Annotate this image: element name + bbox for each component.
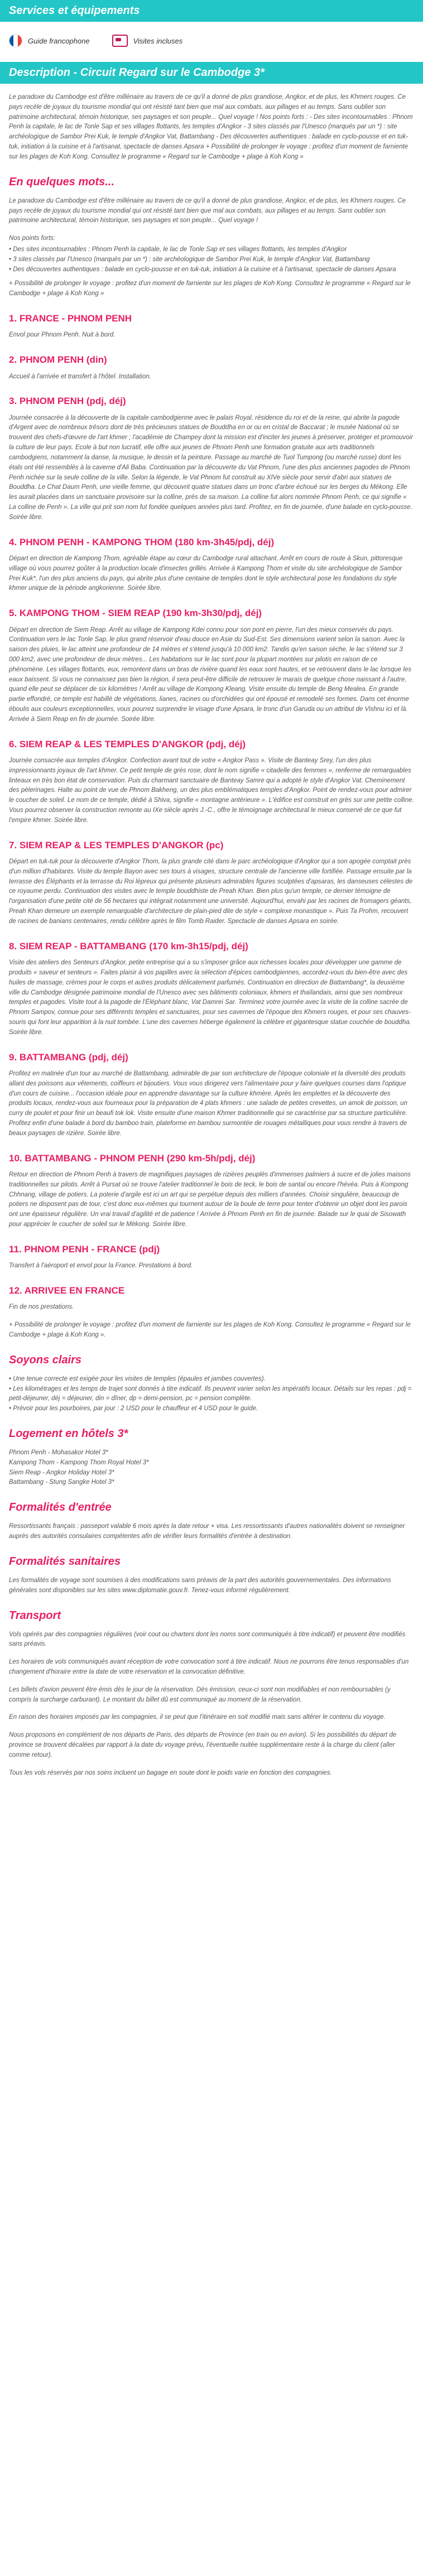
day-title: 2. PHNOM PENH (din)	[9, 354, 107, 366]
french-flag-icon	[9, 34, 22, 47]
transport-title: Transport	[9, 1609, 61, 1622]
day-title: 6. SIEM REAP & LES TEMPLES D'ANGKOR (pdj, déj)	[9, 738, 246, 749]
day-text: Envol pour Phnom Penh. Nuit à bord.	[9, 331, 116, 339]
day-text: Fin de nos prestations.	[9, 1304, 74, 1311]
clair-item: • Les kilométrages et les temps de trajet sont donnés à titre indicatif. Ils peuvent varier selon les impératifs locaux. Détails sur les repas : pdj = petit-déjeuner, déj = déjeuner, din = dîner, dp = demi-pension, pc = pension complète.	[9, 1385, 412, 1402]
clair-item: • Une tenue correcte est exigée pour les visites de temples (épaules et jambes couvertes).	[9, 1375, 266, 1382]
logement-title: Logement en hôtels 3*	[9, 1428, 128, 1440]
day-title: 8. SIEM REAP - BATTAMBANG (170 km-3h15/pdj, déj)	[9, 940, 248, 951]
clair-item: • Prévoir pour les pourboires, par jour : 2 USD pour le chauffeur et 4 USD pour le guide.	[9, 1405, 258, 1412]
formalites-text: Ressortissants français : passeport valable 6 mois après la date retour + visa. Les ressortissants d'autres nationalités doivent se renseigner auprès des autorités consulaires compétentes afin de vérifier leurs formalités d'entrée à destination.	[9, 1523, 405, 1540]
description-intro: Le paradoxe du Cambodge est d'être millénaire au travers de ce qu'il a donné de plus grandiose, Angkor, et de plus, les Khmers rouges. Ce pays recèle de joyaux du tourisme mondial qui ont résisté tant bien que mal aux combats, aux pillages et au temps. Sans oublier son patrimoine architectural, témoin historique, ses paysages et son peuple... Quel voyage ! Nos points forts : - Des sites incontournables : Phnom Penh la capitale, le lac de Tonle Sap et ses villages flottants, les temples d'Angkor - 3 sites classés par l'Unesco (marqués par un *) : site archéologique de Sambor Prei Kuk, le temple d'Angkor Vat, Battambang - Des découvertes authentiques : balade en cyclo-pousse et en tuk-tuk, initiation à la cuisine et à l'artisanat, spectacle de danses Apsara + Possibilité de prolonger le voyage : profitez d'un moment de farniente sur les plages de Koh Kong. Consultez le programme « Regard sur le Cambodge + plage à Koh Kong »	[9, 94, 413, 160]
day-title: 9. BATTAMBANG (pdj, déj)	[9, 1051, 128, 1063]
day-text: Visite des ateliers des Senteurs d'Angkor, petite entreprise qui a su s'imposer grâce aux richesses locales pour développer une gamme de produits « saveur et senteurs ». Faites plaisir à vos papilles avec la sélection d'épices cambodgiennes, accordez-vous du bien-être avec des huiles de massage, crèmes pour le corps et autres produits délicatement parfumés. Continuation en direction de Battambang*, la deuxième ville du Cambodge désignée patrimoine mondial de l'Unesco avec ses bâtiments coloniaux, khmers et thaïlandais, ainsi que ses nombreux temples et pagodes. Visite tout à la pagode de l'Éléphant blanc, Vat Damrei Sar. Terminez votre journée avec la visite de la colline sacrée de Phnom Sampov, connue pour ses différents temples et sanctuaires, pour ses cavernes de l'époque des Khmers rouges, et pour ses chauves-souris qui font leur apparition à la nuit tombée. L'une des cavernes héberge également la célèbre et gigantesque statue couchée de bouddha. Soirée libre.	[9, 959, 411, 1036]
description-content	[0, 93, 423, 1799]
point-item: • Des découvertes authentiques : balade en cyclo-pousse et en tuk-tuk, initiation à la cuisine et à l'artisanat, spectacle de danses Apsara	[9, 266, 396, 273]
transport-paragraph: Nous proposons en complément de nos départs de Paris, des départs de Province (en train ou en avion). Si les possibilités du départ de province se trouvent décalées par rapport à la date du voyage prévu, l'éventuelle nuitée supplémentaire reste à la charge du client (aller comme retour).	[9, 1732, 397, 1758]
day-text: Journée consacrée à la découverte de la capitale cambodgienne avec le palais Royal, résidence du roi et de la reine, qui abrite la pagode d'Argent avec de nombreux trésors dont de très précieuses statues de Bouddha en or ou en cristal de Baccarat ; le musée National où se trouvent des chefs-d'œuvre de l'art khmer ; l'académie de Champey dont la mission est d'inciter les jeunes à préserver, protéger et promouvoir la culture de leur pays. Ecole à but non lucratif, elle offre aux jeunes de Phnom Penh une formation gratuite aux arts traditionnels cambodgiens, notamment la danse, la musique, le dessin et la peinture. Passage au marché de Tuol Tumpong (ou marché russe) dont les étals ont été ressemblés à la caverne d'Ali Baba. Continuation par la découverte du Vat Phnom, l'une des plus anciennes pagodes de Phnom Penh nichée sur la seule colline de la ville. Selon la légende, le Vat Phnom fut construit au XIVe siècle pour servir d'abri aux statues de Bouddha. Le Chat Daum Penh, une vieille femme, qui découvrit quatre statues dans un tronc d'arbre échoué sur les berges du Mékong. Elle les aurait placées dans un sanctuaire provisoire sur la colline, près de sa maison. La colline fut alors nommée Phnom Penh, ce qui signifie « La colline de Penh ». La ville qui prit son nom fut fondée quelques années plus tard. Profitez, en fin de journée, d'une balade en cyclo-pousse. Soirée libre.	[9, 414, 414, 521]
day-title: 10. BATTAMBANG - PHNOM PENH (290 km-5h/pdj, déj)	[9, 1152, 256, 1164]
point-item: • Des sites incontournables : Phnom Penh la capitale, le lac de Tonle Sap et ses villages flottants, les temples d'Angkor	[9, 246, 347, 253]
transport-paragraph: Tous les vols réservés par nos soins incluent un bagage en soute dont le poids varie en fonction des compagnies.	[9, 1769, 332, 1776]
extension-note: + Possibilité de prolonger le voyage : profitez d'un moment de farniente sur les plages de Koh Kong. Consultez le programme « Regard sur le Cambodge + plage à Koh Kong »	[9, 280, 411, 297]
transport-paragraph: En raison des horaires imposés par les compagnies, il se peut que l'itinéraire en soit modifié mais sans altérer le contenu du voyage.	[9, 1714, 386, 1721]
visa-icon	[112, 35, 128, 47]
extension-note-bottom: + Possibilité de prolonger le voyage : profitez d'un moment de farniente sur les plages de Koh Kong. Consultez le programme « Regard sur le Cambodge + plage à Koh Kong ».	[9, 1321, 411, 1338]
hotel-item: Battambang - Stung Sangke Hotel 3*	[9, 1479, 114, 1486]
day-title: 5. KAMPONG THOM - SIEM REAP (190 km-3h30/pdj, déj)	[9, 608, 262, 619]
day-text: Profitez en matinée d'un tour au marché de Battambang, admirable de par son architecture de l'époque coloniale et la diversité des produits allant des poissons aux vêtements, coiffeurs et bijoutiers. Vous vous dirigerez vers l'alimentaire pour y faire quelques courses dans l'optique d'un cours de cuisine... l'occasion idéale pour en apprendre davantage sur la culture khmère. Après les emplettes et la découverte des produits locaux, rendez-vous aux fourneaux pour la préparation de 4 plats khmers : une salade de petites crevettes, un amok de poisson, un curry de poulet et pour finir un beaufi tok lok. Visite ensuite d'une maison Khmer traditionnelle qui se caractérise par sa structure particulière. Profitez enfin d'une balade à bord du bamboo train, plateforme en bambou surmontée de rouages métalliques pour vous rendre à travers de beaux paysages de rizière. Soirée libre.	[9, 1070, 408, 1137]
service-guide	[9, 34, 90, 47]
day-text: Transfert à l'aéroport et envol pour la France. Prestations à bord.	[9, 1262, 193, 1270]
quelques-mots-title: En quelques mots...	[9, 175, 114, 188]
day-title: 1. FRANCE - PHNOM PENH	[9, 313, 132, 324]
points-title: Nos points forts:	[9, 235, 56, 242]
day-title: 11. PHNOM PENH - FRANCE (pdj)	[9, 1243, 160, 1255]
sanitaires-text: Les formalités de voyage sont soumises à des modifications sans préavis de la part des autorités gouvernementales. Des informations générales sont disponibles sur les sites www.diplomatie.gouv.fr. Tenez-vous informé régulièrement.	[9, 1577, 391, 1594]
day-text: Départ en direction de Siem Reap. Arrêt au village de Kampong Kdei connu pour son pont en pierre, l'un des mieux conservés du pays. Continuation vers le lac Tonle Sap, le plus grand réservoir d'eau douce en Asie du Sud-Est. Ses dimensions varient selon la saison. Avec la saison des pluies, le lac atteint une profondeur de 14 mètres et s'étend jusqu'à 10 000 km2. Tandis qu'en saison sèche, le lac s'étend sur 3 000 km2, avec une profondeur de deux mètres... Les habitations sur le lac sont pour la plupart montées sur pilotis en raison de ce phénomène. Les villages flottants, eux, remontent dans un bras de rivière quand les eaux sont hautes, et se retrouvent dans le lac lorsque les eaux baissent. Si vous ne connaissez pas bien la région, il sera peut-être difficile de retrouver le marais de quelque chose naissant à l'autre, quand elle peut se déplacer de six kilomètres ! Arrêt au village de Kompong Kleang. Visite ensuite du temple de Beng Mealea. En grande partie effondré, ce temple est habillé de végétations, lianes, racines ou d'orchidées qui ont épousé et remodelé ses formes. Dans cet énorme éboulis aux couleurs exceptionnelles, vous pourrez surprendre le visage d'une Apsara, le tronc d'un Garuda ou un attribut de Vishnu ici et là. Arrivée à Siem Reap en fin de journée. Soirée libre.	[9, 626, 412, 723]
service-label: Guide francophone	[28, 36, 90, 45]
logement-list	[9, 1448, 414, 1488]
quelques-mots-intro: Le paradoxe du Cambodge est d'être millénaire au travers de ce qu'il a donné de plus grandiose, Angkor, et de plus, les Khmers rouges. Ce pays recèle de joyaux du tourisme mondial qui ont résisté tant bien que mal aux combats, aux pillages et au temps. Sans oublier son patrimoine architectural, témoin historique, ses paysages et son peuple... Quel voyage !	[9, 197, 406, 224]
description-header: Description - Circuit Regard sur le Cambodge 3*	[0, 62, 423, 84]
transport-paragraph: Les billets d'avion peuvent être émis dès le jour de la réservation. Dès émission, ceux-ci sont non modifiables et non remboursables (y compris la surcharge carburant). Le montant du billet dû est communiqué au moment de la réservation.	[9, 1686, 391, 1703]
day-text: Accueil à l'arrivée et transfert à l'hôtel. Installation.	[9, 373, 151, 380]
day-text: Journée consacrée aux temples d'Angkor. Confection avant tout de votre « Angkor Pass ». Visite de Banteay Srey, l'un des plus impressionnants joyaux de l'art khmer. Ce petit temple de grès rose, dont le nom signifie « citadelle des femmes », renferme de remarquables linteaux en très bon état de conservation. Puis du charmant sanctuaire de Banteay Samre qui a adopté le style d'Angkor Vat. Cheminement des pèlerinages. Halte au point de vue de Phnom Bakheng, un des plus emblématiques temples d'Angkor. Point de rendez-vous pour admirer le coucher de soleil. Le nom de ce temple, dédié à Shiva, signifie « montagne antérieure ». L'édifice est construit en grès sur une petite colline. Vous pourrez observer la construction remonte au IXe siècle après J.-C., offre le témoignage architectural le mieux conservé de ce que fut l'empire khmer. Soirée libre.	[9, 757, 414, 824]
sanitaires-title: Formalités sanitaires	[9, 1555, 121, 1568]
services-list	[0, 22, 423, 62]
day-text: Retour en direction de Phnom Penh à travers de magnifiques paysages de rizières peuplés d'immenses palmiers à sucre et de jolies maisons traditionnelles sur pilotis. Arrêt à Pursat où se trouve l'atelier traditionnel le bois de teck, le bois de santal ou encore l'hévéa. Puis à Kompong Chhnang, village de potiers. La poterie d'argile est ici un art qui se perpétue depuis des milliers d'années. Choisir singulière, beaucoup de potiers ne disposent pas de tour, c'est donc eux-mêmes qui tournent autour de la boule de terre pour tenter d'obtenir un objet dont les parois ont une épaisseur régulière. Un vrai travail d'agilité et de patience ! Arrivée à Phnom Penh en fin de journée. Balade sur le quai de Sisowath pour apprécier le coucher de soleil sur le Mékong. Soirée libre.	[9, 1171, 411, 1228]
point-item: • 3 sites classés par l'Unesco (marqués par un *) : site archéologique de Sambor Prei Kuk, le temple d'Angkor Vat, Battambang	[9, 256, 370, 263]
transport-paragraph: Les horaires de vols communiqués avant réception de votre convocation sont à titre indicatif. Nous ne pourrons être tenus responsables d'un changement d'horaire entre la date de votre réservation et la convocation définitive.	[9, 1659, 409, 1675]
day-title: 12. ARRIVEE EN FRANCE	[9, 1285, 125, 1296]
services-header: Services et équipements	[0, 0, 423, 22]
day-title: 4. PHNOM PENH - KAMPONG THOM (180 km-3h45/pdj, déj)	[9, 536, 275, 547]
hotel-item: Siem Reap - Angkor Holiday Hotel 3*	[9, 1469, 114, 1476]
points-list	[9, 245, 414, 275]
transport-paragraph: Vols opérés par des compagnies régulières (voir cout ou charters dont les noms sont communiqués à titre indicatif) et peuvent être modifiés sans préavis.	[9, 1631, 406, 1648]
service-label: Visites incluses	[133, 36, 183, 45]
soyons-clairs-list	[9, 1374, 414, 1414]
service-visits	[112, 35, 183, 47]
day-title: 7. SIEM REAP & LES TEMPLES D'ANGKOR (pc)	[9, 839, 224, 850]
formalites-title: Formalités d'entrée	[9, 1501, 112, 1514]
day-text: Départ en direction de Kampong Thom, agréable étape au cœur du Cambodge rural attachant. Arrêt en cours de route à Skun, pittoresque village où vous pourrez goûter à la production locale d'insectes grillés. Arrivée à Kampong Thom et visite du site archéologique de Sambor Prei Kuk*, l'un des plus anciens du pays, qui abrite plus d'une centaine de temples dont le style architectural pose les fondations du style khmer unique de la période angkorienne. Soirée libre.	[9, 555, 403, 592]
soyons-clairs-title: Soyons clairs	[9, 1353, 82, 1366]
hotel-item: Kampong Thom - Kampong Thom Royal Hotel 3*	[9, 1459, 149, 1466]
day-text: Départ en tuk-tuk pour la découverte d'Angkor Thom, la plus grande cité dans le parc archéologique d'Angkor qui a son apogée comptait près d'un million d'habitants. Visite du temple Bayon avec ses tours à visages, structure centrale de l'ancienne ville fortifiée. Passage ensuite par la terrasse des Éléphants et la terrasse du Roi lépreux qui présente plusieurs admirables figures sculptées d'apsaras, les danseuses célestes de ce royaume perdu. Continuation des visites avec le temple bouddhiste de Preah Khan. Bien plus qu'un temple, ce dernier témoigne de l'organisation d'une petite cité de 56 hectares qui intégrait notamment une université. Aujourd'hui, envahi par les racines de fromagers géants, Preah Khan demeure un exemple remarquable d'architecture de plain-pied dite de style « complexe monastique ». Puis Ta Prohm, recouvert de racines de banians centenaires, rendu célèbre après le film Tomb Raider. Spectacle de danses Apsara en soirée.	[9, 858, 413, 925]
hotel-item: Phnom Penh - Mohasakor Hotel 3*	[9, 1449, 108, 1456]
itinerary	[9, 311, 414, 1313]
day-title: 3. PHNOM PENH (pdj, déj)	[9, 396, 126, 407]
